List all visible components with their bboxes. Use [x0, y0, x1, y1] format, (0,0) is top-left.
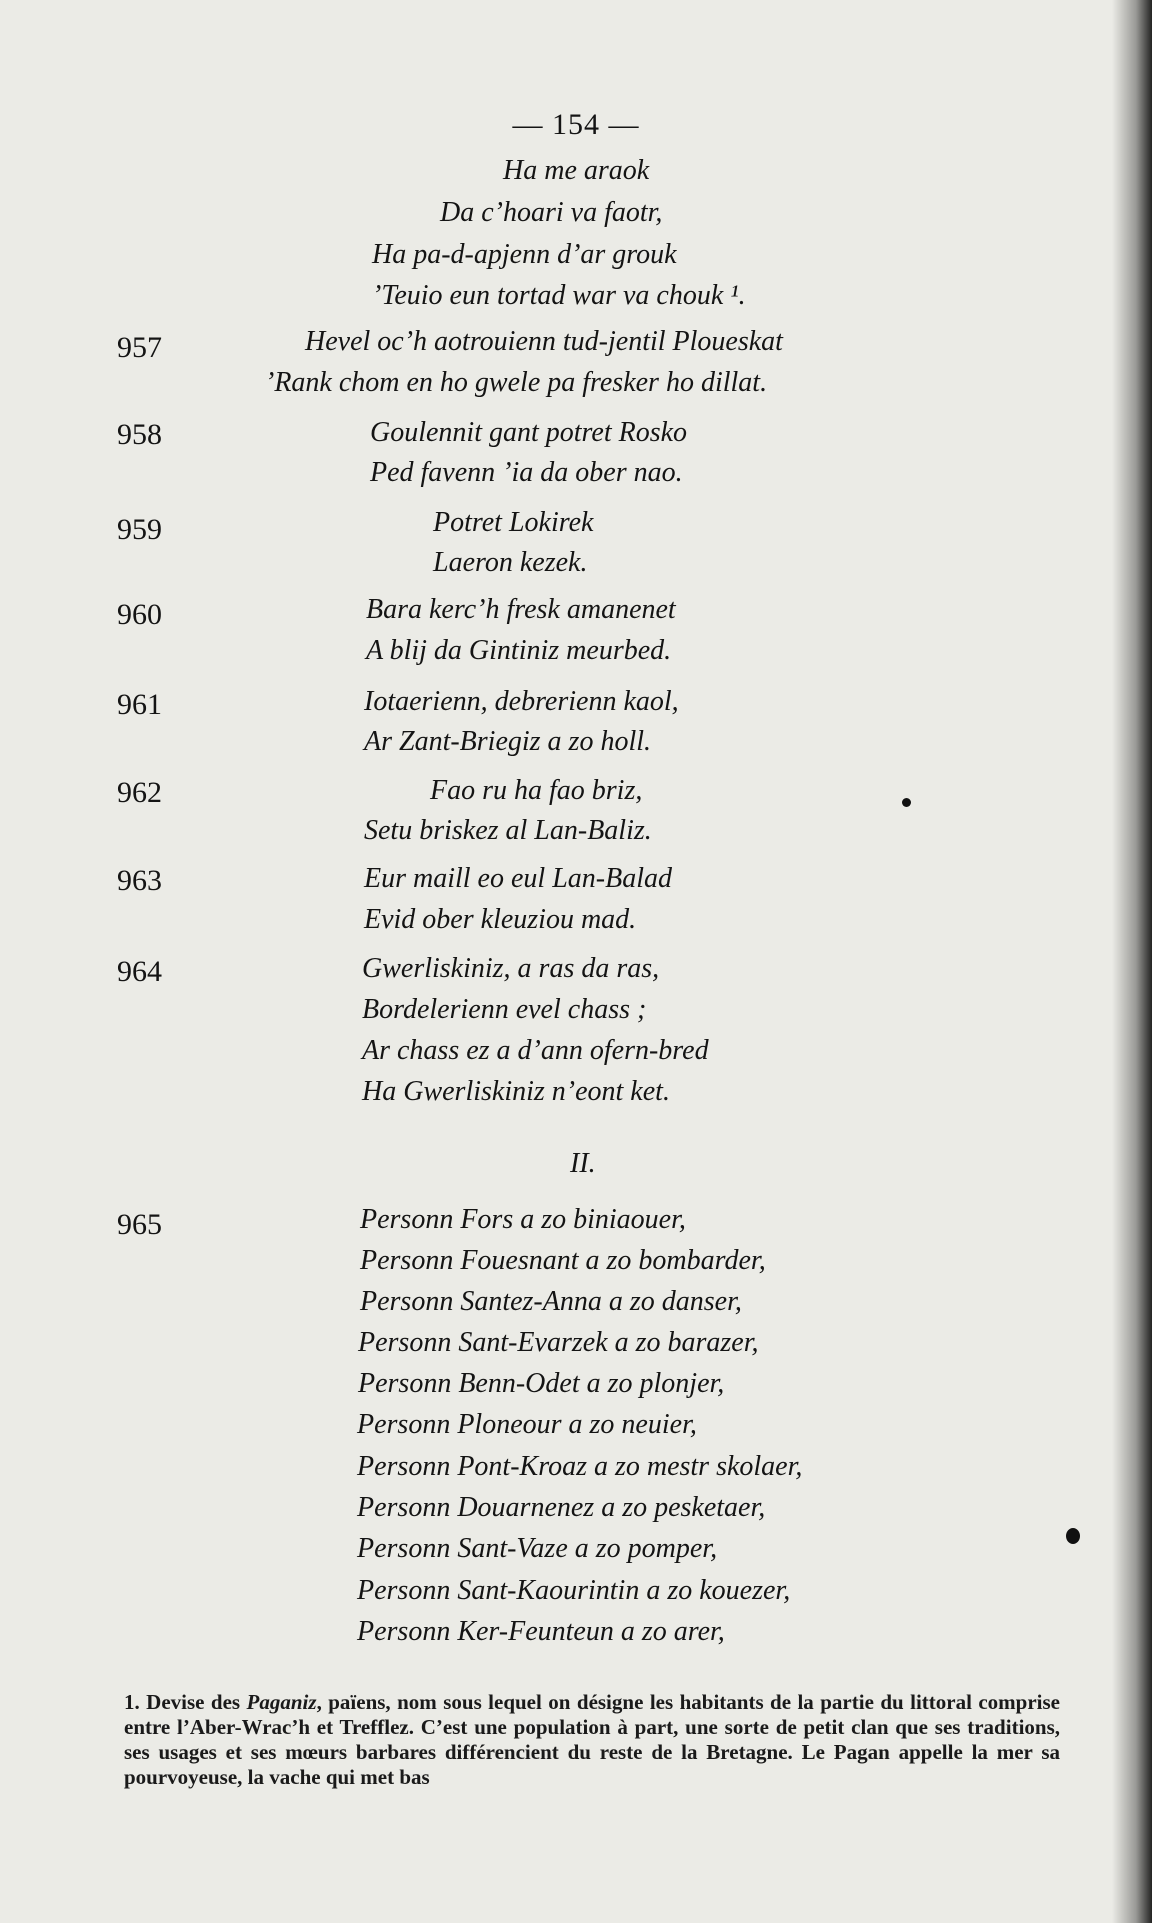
verse-line: Ped favenn ’ia da ober nao.	[370, 457, 683, 488]
verse-line: Personn Douarnenez a zo pesketaer,	[357, 1492, 766, 1523]
verse-line: Iotaerienn, debrerienn kaol,	[364, 686, 679, 717]
verse-line: Personn Pont-Kroaz a zo mestr skolaer,	[357, 1451, 803, 1482]
verse-line: Ha me araok	[503, 155, 650, 186]
book-spine-shadow	[1112, 0, 1152, 1923]
footnote	[124, 1690, 1060, 1790]
verse-line: Personn Santez-Anna a zo danser,	[360, 1286, 742, 1317]
verse-line: Laeron kezek.	[433, 547, 588, 578]
verse-number: 964	[117, 955, 162, 988]
verse-number: 963	[117, 864, 162, 897]
verse-number: 958	[117, 418, 162, 451]
footnote-text: 1. Devise des	[124, 1690, 247, 1714]
section-heading: II.	[570, 1148, 596, 1179]
verse-line: Ar Zant-Briegiz a zo holl.	[364, 726, 652, 757]
verse-number: 961	[117, 688, 162, 721]
verse-line: ’Rank chom en ho gwele pa fresker ho dillat.	[265, 367, 768, 398]
verse-line: Personn Sant-Evarzek a zo barazer,	[358, 1327, 759, 1358]
verse-line: Fao ru ha fao briz,	[430, 775, 643, 806]
verse-line: Personn Sant-Vaze a zo pomper,	[357, 1533, 718, 1564]
verse-line: Personn Benn-Odet a zo plonjer,	[358, 1368, 725, 1399]
verse-line: Bara kerc’h fresk amanenet	[366, 594, 676, 625]
verse-line: Setu briskez al Lan-Baliz.	[364, 815, 652, 846]
verse-line: A blij da Gintiniz meurbed.	[366, 635, 672, 666]
verse-line: Da c’hoari va faotr,	[440, 197, 663, 228]
ink-speck	[902, 798, 911, 807]
ink-speck	[1066, 1528, 1080, 1544]
verse-line: ’Teuio eun tortad war va chouk ¹.	[372, 280, 746, 311]
verse-line: Personn Fouesnant a zo bombarder,	[360, 1245, 766, 1276]
verse-number: 960	[117, 598, 162, 631]
verse-number: 957	[117, 331, 162, 364]
verse-line: Gwerliskiniz, a ras da ras,	[362, 953, 660, 984]
footnote-text: , païens, nom sous lequel on désigne les habitants de la partie du littoral comprise entre l’Aber-Wrac’h et Trefflez. C’est une population à part, une sorte de petit clan que ses traditions, ses usages et ses mœurs barbares différencient du reste de la Bretagne. Le Pagan appelle la mer sa pourvoyeuse, la vache qui met bas	[124, 1690, 1060, 1789]
verse-line: Ha Gwerliskiniz n’eont ket.	[362, 1076, 670, 1107]
footnote-italic: Paganiz	[246, 1690, 317, 1714]
verse-line: Personn Sant-Kaourintin a zo kouezer,	[357, 1575, 791, 1606]
verse-number: 959	[117, 513, 162, 546]
verse-line: Evid ober kleuziou mad.	[364, 904, 637, 935]
verse-line: Personn Ploneour a zo neuier,	[357, 1409, 697, 1440]
verse-line: Personn Ker-Feunteun a zo arer,	[357, 1616, 725, 1647]
verse-number: 962	[117, 776, 162, 809]
verse-line: Goulennit gant potret Rosko	[370, 417, 688, 448]
page-number: — 154 —	[512, 108, 640, 141]
verse-line: Eur maill eo eul Lan-Balad	[364, 863, 672, 894]
verse-line: Ar chass ez a d’ann ofern-bred	[362, 1035, 709, 1066]
verse-line: Potret Lokirek	[433, 507, 594, 538]
verse-line: Ha pa-d-apjenn d’ar grouk	[372, 239, 677, 270]
verse-line: Hevel oc’h aotrouienn tud-jentil Ploueskat	[305, 326, 783, 357]
verse-line: Bordelerienn evel chass ;	[362, 994, 647, 1025]
verse-line: Personn Fors a zo biniaouer,	[360, 1204, 686, 1235]
verse-number: 965	[117, 1208, 162, 1241]
